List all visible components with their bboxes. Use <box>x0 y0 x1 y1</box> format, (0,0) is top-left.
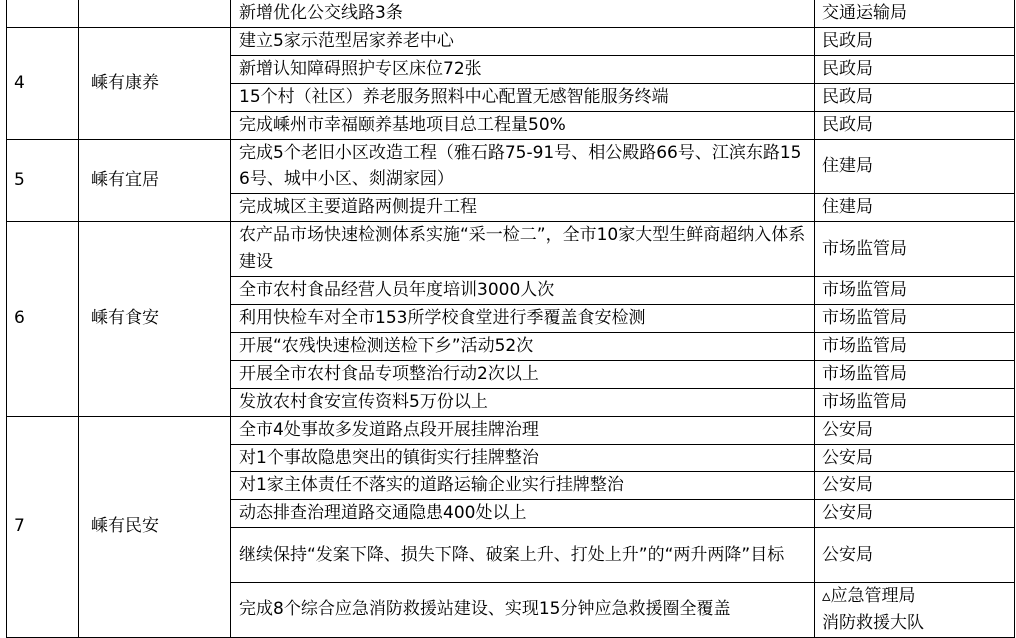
department-cell <box>815 222 1015 277</box>
department-name: 公安局 <box>822 475 873 496</box>
department-name: 消防救援大队 <box>822 612 924 633</box>
department-cell <box>815 388 1015 416</box>
department-name: 市场监管局 <box>822 363 907 384</box>
task-cell: 动态排查治理道路交通隐患400处以上 <box>231 500 815 528</box>
category-cell: 嵊有宜居 <box>79 139 231 222</box>
item-index: 7 <box>7 416 79 637</box>
task-cell: 开展“农残快速检测送检下乡”活动52次 <box>231 332 815 360</box>
task-table-body <box>7 0 1015 637</box>
department-cell <box>815 55 1015 83</box>
table-row <box>7 416 1015 444</box>
department-cell <box>815 0 1015 27</box>
task-cell: 发放农村食安宣传资料5万份以上 <box>231 388 815 416</box>
department-cell <box>815 277 1015 305</box>
department-name: 市场监管局 <box>822 391 907 412</box>
item-index <box>7 0 79 27</box>
task-cell: 对1个事故隐患突出的镇街实行挂牌整治 <box>231 444 815 472</box>
department-cell <box>815 528 1015 583</box>
task-cell: 新增优化公交线路3条 <box>231 0 815 27</box>
department-name: 民政局 <box>822 114 873 135</box>
task-cell: 15个村（社区）养老服务照料中心配置无感智能服务终端 <box>231 83 815 111</box>
department-name: 公安局 <box>822 544 873 565</box>
task-cell: 农产品市场快速检测体系实施“采一检二”，全市10家大型生鲜商超纳入体系建设 <box>231 222 815 277</box>
department-name: 公安局 <box>822 503 873 524</box>
table-row <box>7 0 1015 27</box>
department-name: 民政局 <box>822 30 873 51</box>
category-cell <box>79 0 231 27</box>
department-cell <box>815 416 1015 444</box>
department-name: 交通运输局 <box>822 3 907 23</box>
task-cell: 开展全市农村食品专项整治行动2次以上 <box>231 360 815 388</box>
task-cell: 继续保持“发案下降、损失下降、破案上升、打处上升”的“两升两降”目标 <box>231 528 815 583</box>
department-name: 市场监管局 <box>822 280 907 301</box>
task-cell: 利用快检车对全市153所学校食堂进行季覆盖食安检测 <box>231 304 815 332</box>
item-index: 6 <box>7 222 79 416</box>
task-cell: 新增认知障碍照护专区床位72张 <box>231 55 815 83</box>
department-name: 住建局 <box>822 155 873 176</box>
department-name: 市场监管局 <box>822 335 907 356</box>
department-cell <box>815 332 1015 360</box>
task-cell: 完成城区主要道路两侧提升工程 <box>231 194 815 222</box>
task-cell: 全市4处事故多发道路点段开展挂牌治理 <box>231 416 815 444</box>
item-index: 5 <box>7 139 79 222</box>
table-row <box>7 27 1015 55</box>
department-name: 公安局 <box>822 419 873 440</box>
department-cell <box>815 194 1015 222</box>
category-cell: 嵊有食安 <box>79 222 231 416</box>
department-cell <box>815 500 1015 528</box>
department-cell <box>815 139 1015 194</box>
department-cell <box>815 472 1015 500</box>
department-name: 公安局 <box>822 447 873 468</box>
table-row <box>7 139 1015 194</box>
task-cell: 建立5家示范型居家养老中心 <box>231 27 815 55</box>
department-cell <box>815 111 1015 139</box>
category-cell: 嵊有康养 <box>79 27 231 139</box>
department-name: 市场监管局 <box>822 238 907 259</box>
department-cell <box>815 83 1015 111</box>
item-index: 4 <box>7 27 79 139</box>
department-name: 市场监管局 <box>822 307 907 328</box>
table-row <box>7 222 1015 277</box>
department-name: ▵应急管理局 <box>822 586 916 607</box>
task-cell: 完成5个老旧小区改造工程（雅石路75-91号、相公殿路66号、江滨东路156号、城中小区、剡湖家园） <box>231 139 815 194</box>
department-cell <box>815 360 1015 388</box>
department-cell <box>815 304 1015 332</box>
task-table <box>6 0 1015 638</box>
task-cell: 全市农村食品经营人员年度培训3000人次 <box>231 277 815 305</box>
department-cell <box>815 444 1015 472</box>
task-cell: 完成嵊州市幸福颐养基地项目总工程量50% <box>231 111 815 139</box>
department-cell <box>815 583 1015 638</box>
department-cell <box>815 27 1015 55</box>
department-name: 民政局 <box>822 58 873 79</box>
task-cell: 完成8个综合应急消防救援站建设、实现15分钟应急救援圈全覆盖 <box>231 583 815 638</box>
task-cell: 对1家主体责任不落实的道路运输企业实行挂牌整治 <box>231 472 815 500</box>
category-cell: 嵊有民安 <box>79 416 231 637</box>
department-name: 住建局 <box>822 197 873 218</box>
department-name: 民政局 <box>822 86 873 107</box>
